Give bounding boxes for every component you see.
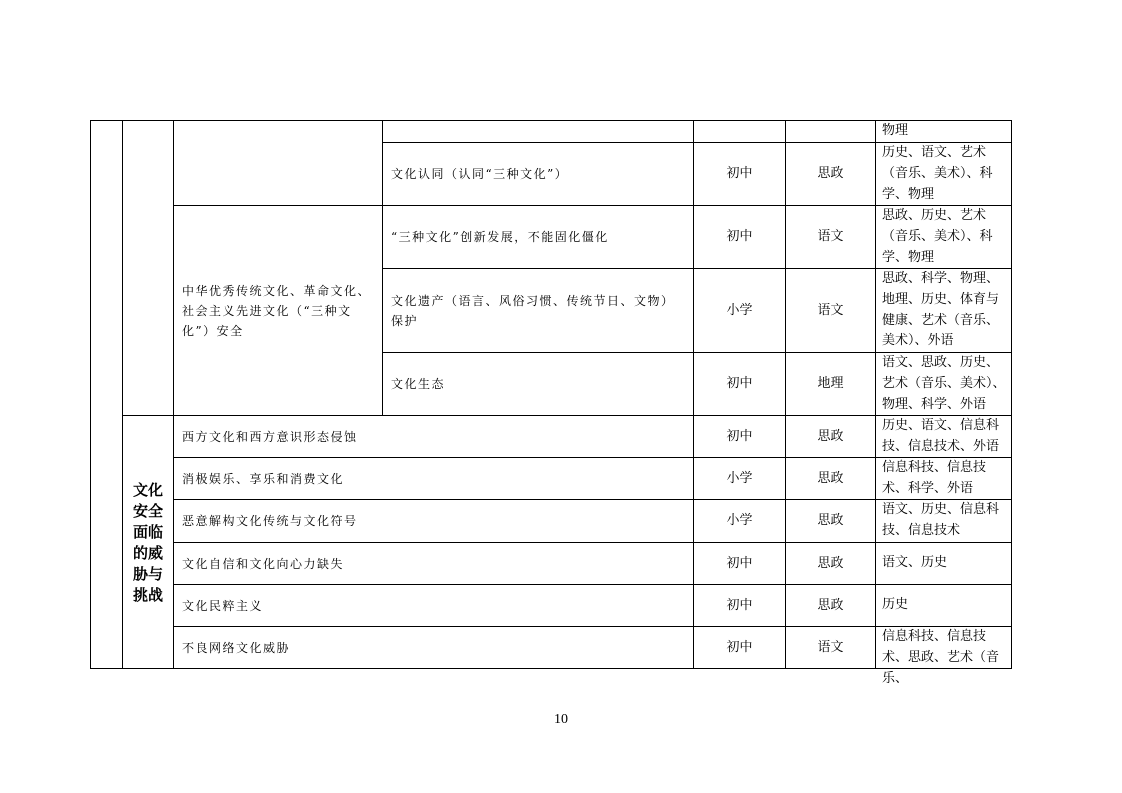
table-cell-topic: 文化遗产（语言、风俗习惯、传统节日、文物）保护 — [391, 293, 675, 328]
column-divider — [122, 120, 123, 669]
table-cell-topic: 文化认同（认同“三种文化”） — [391, 167, 569, 181]
table-cell-topic: 文化生态 — [391, 377, 446, 391]
table-cell-topic: “三种文化”创新发展，不能固化僵化 — [391, 230, 609, 244]
table-cell-level: 初中 — [726, 555, 753, 571]
table-cell-subject: 思政 — [817, 166, 844, 181]
table-cell-related-subjects: 信息科技、信息技术、思政、艺术（音乐、 — [882, 629, 1000, 686]
table-cell-level: 初中 — [726, 597, 753, 613]
table-cell-related-subjects: 语文、思政、历史、艺术（音乐、美术）、物理、科学、外语 — [882, 355, 1006, 412]
table-border-top — [90, 120, 1012, 121]
table-cell-topic: 恶意解构文化传统与文化符号 — [182, 514, 358, 528]
category-cell-three-cultures — [174, 206, 382, 415]
table-cell-related-subjects: 思政、历史、艺术（音乐、美术）、科学、物理 — [882, 208, 993, 265]
table-cell-subject: 思政 — [817, 428, 844, 444]
table-cell-level: 小学 — [726, 470, 753, 486]
table-cell-related-subjects: 物理 — [882, 123, 909, 138]
table-cell-subject: 思政 — [817, 470, 844, 486]
category-label: 中华优秀传统文化、革命文化、社会主义先进文化（“三种文化”）安全 — [182, 283, 372, 338]
table-cell-topic: 文化民粹主义 — [182, 598, 264, 613]
category-cell-threats — [124, 478, 172, 608]
table-cell-topic: 不良网络文化威胁 — [182, 640, 291, 655]
table-cell-level: 初中 — [726, 376, 753, 391]
table-cell-topic: 文化自信和文化向心力缺失 — [182, 556, 345, 571]
table-cell-subject: 思政 — [817, 597, 844, 613]
table-cell-subject: 地理 — [817, 376, 844, 391]
table-cell-level: 初中 — [726, 166, 753, 181]
table-cell-related-subjects: 思政、科学、物理、地理、历史、体育与健康、艺术（音乐、美术）、外语 — [882, 271, 1000, 349]
table-cell-subject: 语文 — [817, 639, 844, 655]
table-cell-related-subjects: 语文、历史 — [882, 555, 948, 571]
category-label-vertical: 文化安全面临的威胁与挑战 — [132, 481, 163, 604]
page-number: 10 — [554, 712, 568, 727]
table-cell-related-subjects: 历史、语文、信息科技、信息技术、外语 — [882, 418, 1000, 454]
table-border-left — [90, 120, 91, 669]
table-cell-topic: 西方文化和西方意识形态侵蚀 — [182, 429, 358, 444]
table-cell-subject: 语文 — [817, 229, 844, 244]
table-cell-level: 初中 — [726, 229, 753, 244]
table-cell-subject: 语文 — [817, 302, 844, 318]
table-cell-related-subjects: 历史、语文、艺术（音乐、美术）、科学、物理 — [882, 145, 993, 202]
table-cell-topic: 消极娱乐、享乐和消费文化 — [182, 471, 345, 486]
table-cell-related-subjects: 信息科技、信息技术、科学、外语 — [882, 460, 987, 496]
table-cell-level: 初中 — [726, 639, 753, 655]
table-border-right — [1011, 120, 1012, 669]
table-cell-related-subjects: 历史 — [882, 597, 909, 613]
table-cell-level: 小学 — [726, 302, 753, 318]
table-cell-subject: 思政 — [817, 555, 844, 571]
table-border-bottom — [90, 668, 1012, 669]
table-cell-related-subjects: 语文、历史、信息科技、信息技术 — [882, 502, 1000, 538]
table-cell-level: 初中 — [726, 428, 753, 444]
table-cell-subject: 思政 — [817, 513, 844, 528]
table-cell-level: 小学 — [726, 513, 753, 528]
